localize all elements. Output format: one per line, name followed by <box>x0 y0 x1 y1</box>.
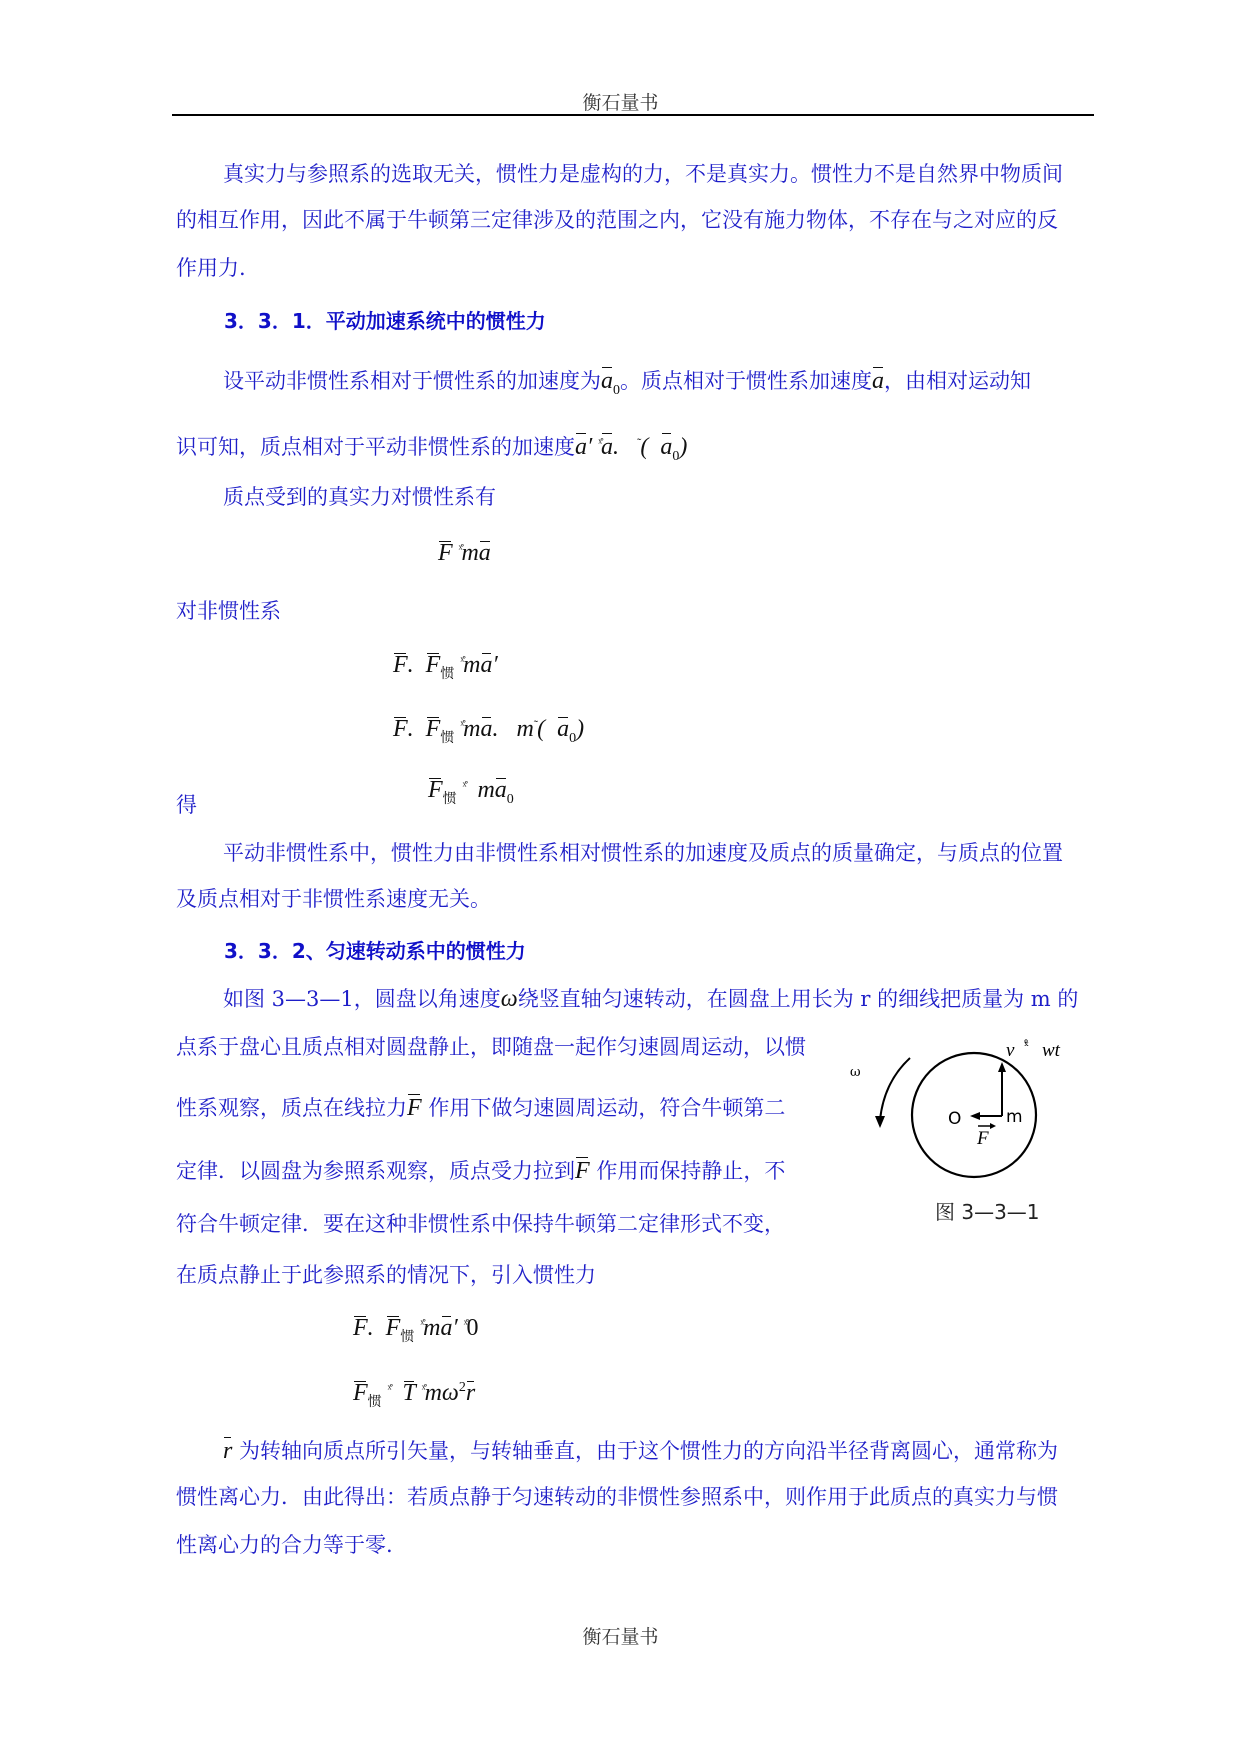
page-footer: 衡石量书 <box>582 1626 659 1648</box>
v-eq-glyph: ˣ̊ <box>1024 1039 1030 1053</box>
rotation-arrow <box>880 1058 910 1120</box>
para6-line2: 惯性离心力．由此得出：若质点静于匀速转动的非惯性参照系中，则作用于此质点的真实力与惯 <box>176 1485 1058 1509</box>
rotation-arrowhead <box>875 1116 885 1128</box>
mass-m-label: m <box>1006 1107 1023 1127</box>
math-F: F <box>575 1158 590 1184</box>
para2-line1a: 设平动非惯性系相对于惯性系的加速度为 <box>223 369 601 393</box>
label-de: 得 <box>176 793 197 817</box>
math-a: a <box>872 368 884 394</box>
para5-line2: 点系于盘心且质点相对圆盘静止，即随盘一起作匀速圆周运动，以惯 <box>176 1035 806 1059</box>
para3: 质点受到的真实力对惯性系有 <box>223 485 496 509</box>
para4-line2: 及质点相对于非惯性系速度无关。 <box>176 887 491 911</box>
equation-noninertial-1: F. $F_惯$ $^{ˣ̊}$ma′ <box>393 652 498 682</box>
wt-label: wt <box>1042 1040 1060 1061</box>
header-rule <box>172 114 1094 116</box>
omega-label: ω <box>850 1065 861 1080</box>
math-r: r <box>223 1438 233 1464</box>
math-relative-accel: a′ $^{ˣ̊}$a. ˜( $a_0$) <box>575 434 688 464</box>
force-F-label: F <box>977 1128 989 1149</box>
para5-line1: 如图 3—3—1，圆盘以角速度ω绕竖直轴匀速转动，在圆盘上用长为 r 的细线把质量为 m 的 <box>223 986 1079 1012</box>
para1-line2: 的相互作用，因此不属于牛顿第三定律涉及的范围之内，它没有施力物体，不存在与之对应的反 <box>176 208 1058 232</box>
F-vector-head <box>990 1123 996 1129</box>
label-noninertial: 对非惯性系 <box>176 599 281 623</box>
page-header: 衡石量书 <box>582 92 659 114</box>
force-arrowhead <box>970 1112 980 1120</box>
equation-rotating-2: $F_惯$ $^{ˣ̊}$ T $^{ˣ̊}m\omega^2r$ <box>353 1380 476 1410</box>
para5-line4: 定律．以圆盘为参照系观察，质点受力拉到F 作用而保持静止，不 <box>176 1158 786 1184</box>
v-label: v <box>1006 1040 1015 1061</box>
para5-line6: 在质点静止于此参照系的情况下，引入惯性力 <box>176 1263 596 1287</box>
para6-line1: r 为转轴向质点所引矢量，与转轴垂直，由于这个惯性力的方向沿半径背离圆心，通常称为 <box>223 1438 1059 1464</box>
figure-caption: 图 3—3—1 <box>935 1200 1040 1224</box>
section-title-3-3-2: 3．3．2、匀速转动系中的惯性力 <box>224 939 526 963</box>
math-F: F <box>407 1095 422 1121</box>
para2-line1b: 。质点相对于惯性系加速度 <box>620 369 872 393</box>
para6-line3: 性离心力的合力等于零. <box>176 1533 393 1557</box>
velocity-arrowhead <box>998 1062 1006 1072</box>
math-omega: ω <box>500 986 518 1012</box>
equation-rotating-1: F. $F_惯$ $^{ˣ̊}$ma′ $^{ˣ̊}$0 <box>353 1315 479 1345</box>
figure-rotating-disk <box>840 1020 1110 1220</box>
para5-line3: 性系观察，质点在线拉力F 作用下做匀速圆周运动，符合牛顿第二 <box>176 1095 786 1121</box>
para2-line2-text: 识可知，质点相对于平动非惯性系的加速度 <box>176 435 575 459</box>
para5-line5: 符合牛顿定律．要在这种非惯性系中保持牛顿第二定律形式不变， <box>176 1212 785 1236</box>
para2-line1c: ，由相对运动知 <box>884 369 1031 393</box>
equation-inertial-force: $F_惯$ $^{ˣ̊}$ $ma_0$ <box>428 777 514 807</box>
equation-f-ma: F $^{ˣ̊}$ma <box>438 540 491 566</box>
equation-noninertial-2: F. $F_惯$ $^{ˣ̊}$ma. m˜( $a_0$) <box>393 716 585 746</box>
para1-line3: 作用力. <box>176 256 246 280</box>
math-a0: $a_0$ <box>601 368 620 398</box>
para4-line1: 平动非惯性系中，惯性力由非惯性系相对惯性系的加速度及质点的质量确定，与质点的位置 <box>223 841 1063 865</box>
para2-line1 <box>223 366 1031 406</box>
para1-line1: 真实力与参照系的选取无关，惯性力是虚构的力，不是真实力。惯性力不是自然界中物质间 <box>223 162 1063 186</box>
section-title-3-3-1: 3．3．1．平动加速系统中的惯性力 <box>224 309 546 333</box>
center-O-label: O <box>948 1109 962 1129</box>
para2-line2 <box>176 428 687 472</box>
